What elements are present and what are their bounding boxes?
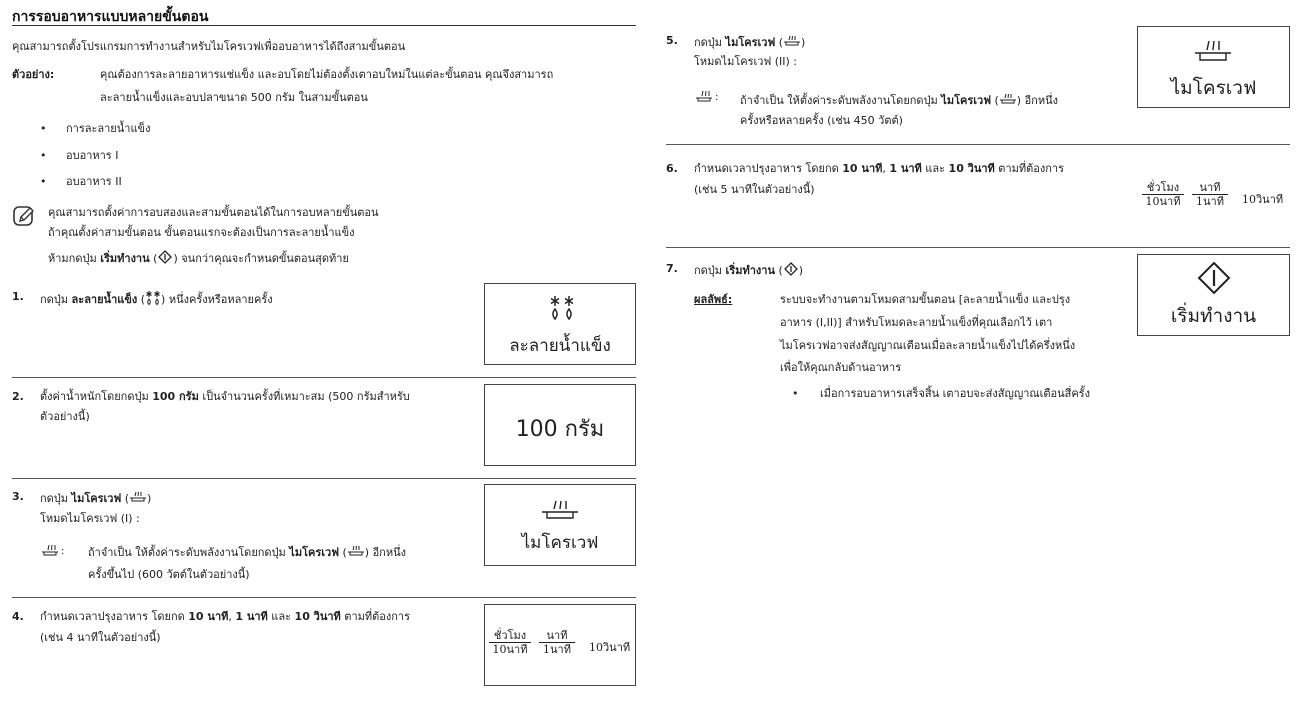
step-3-line-2: โหมดไมโครเวฟ (I) : xyxy=(40,512,140,525)
step-text: ตั้งค่าน้ำหนักโดยกดปุ่ม xyxy=(40,390,153,403)
step-1-text xyxy=(40,290,273,307)
microwave-icon xyxy=(1193,39,1233,65)
result-line-1: ระบบจะทำงานตามโหมดสามขั้นตอน [ละลายน้ำแข็ง และปรุง xyxy=(780,293,1071,306)
step-3-sub-2: ครั้งขึ้นไป (600 วัตต์ในตัวอย่างนี้) xyxy=(88,568,250,581)
weight-label: 100 กรัม xyxy=(515,417,605,442)
step-3-sub-1 xyxy=(88,544,406,560)
example-line-2: ละลายน้ำแข็งและอบปลาขนาด 500 กรัม ในสามขั้นตอน xyxy=(100,91,368,104)
ten-second-label: 10วินาที xyxy=(1242,193,1284,206)
intro-text: คุณสามารถตั้งโปรแกรมการทำงานสำหรับไมโครเวฟเพื่ออบอาหารได้ถึงสามขั้นตอน xyxy=(12,40,406,53)
step-keyword: 1 นาที xyxy=(889,162,922,175)
bullet-dot: • xyxy=(40,175,47,188)
step-text: , xyxy=(228,610,236,623)
example-bullet-2: อบอาหาร I xyxy=(66,149,119,162)
step-divider xyxy=(666,247,1290,248)
title-divider xyxy=(12,25,636,26)
microwave-icon xyxy=(783,34,801,48)
step-keyword: ไมโครเวฟ xyxy=(725,36,776,49)
microwave-label: ไมโครเวฟ xyxy=(521,533,599,553)
step-5-sub-2: ครั้งหรือหลายครั้ง (เช่น 450 วัตต์) xyxy=(740,114,903,127)
step-text: กดปุ่ม xyxy=(40,293,72,306)
step-6-line-2: (เช่น 5 นาทีในตัวอย่างนี้) xyxy=(694,183,815,196)
step-text: ( xyxy=(774,264,783,277)
step-keyword: ไมโครเวฟ xyxy=(941,94,991,107)
step-text: ถ้าจำเป็น ให้ตั้งค่าระดับพลังงานโดยกดปุ่ม xyxy=(88,546,290,559)
step-text: ( xyxy=(338,546,347,559)
step-divider xyxy=(12,377,636,378)
step-text: ตามที่ต้องการ xyxy=(340,610,410,623)
start-icon xyxy=(157,250,173,264)
step-divider xyxy=(12,597,636,598)
ten-minute-button xyxy=(1142,181,1184,209)
microwave-label: ไมโครเวฟ xyxy=(1170,77,1257,99)
step-text: กำหนดเวลาปรุงอาหาร โดยกด xyxy=(40,610,189,623)
bullet-dot: • xyxy=(40,149,47,162)
step-keyword: เริ่มทำงาน xyxy=(725,264,775,277)
microwave-icon xyxy=(347,544,365,558)
step-text: ( xyxy=(121,492,130,505)
ten-minute-label: 10นาที xyxy=(492,643,528,656)
step-4-line-2: (เช่น 4 นาทีในตัวอย่างนี้) xyxy=(40,631,161,644)
step-text: ) xyxy=(798,264,804,277)
note-line-2: ถ้าคุณตั้งค่าสามขั้นตอน ขั้นตอนแรกจะต้องเป็นการละลายน้ำแข็ง xyxy=(48,226,355,239)
step-text: ) หนึ่งครั้งหรือหลายครั้ง xyxy=(161,293,273,306)
defrost-icon xyxy=(145,290,161,306)
defrost-button-display xyxy=(484,283,636,365)
microwave-icon xyxy=(540,499,580,523)
step-6-text xyxy=(694,162,1064,176)
step-number: 2. xyxy=(12,390,24,403)
step-keyword: 1 นาที xyxy=(235,610,268,623)
one-minute-label: 1นาที xyxy=(1196,195,1224,208)
svg-text::: : xyxy=(61,546,65,557)
step-3-text xyxy=(40,490,151,506)
microwave-button-display xyxy=(484,484,636,566)
minute-label: นาที xyxy=(539,629,575,643)
note-text: ) จนกว่าคุณจะกำหนดขั้นตอนสุดท้าย xyxy=(173,252,349,265)
step-text: กดปุ่ม xyxy=(694,36,726,49)
step-number: 6. xyxy=(666,162,678,175)
note-text: ห้ามกดปุ่ม xyxy=(48,252,101,265)
microwave-icon xyxy=(129,490,147,504)
step-divider xyxy=(666,144,1290,145)
step-keyword: ละลายน้ำแข็ง xyxy=(71,293,138,306)
step-text: ) อีกหนึ่ง xyxy=(1016,94,1058,107)
ten-minute-label: 10นาที xyxy=(1145,195,1181,208)
step-keyword: 100 กรัม xyxy=(152,390,199,403)
step-text: ตามที่ต้องการ xyxy=(994,162,1064,175)
start-label: เริ่มทำงาน xyxy=(1170,305,1257,327)
step-keyword: ไมโครเวฟ xyxy=(71,492,122,505)
result-line-3: ไมโครเวฟอาจส่งสัญญาณเตือนเมื่อละลายน้ำแข็งไปได้ครึ่งหนึ่ง xyxy=(780,339,1076,352)
step-text: , xyxy=(882,162,890,175)
step-number: 3. xyxy=(12,490,24,503)
step-text: ถ้าจำเป็น ให้ตั้งค่าระดับพลังงานโดยกดปุ่ม xyxy=(740,94,942,107)
step-text: และ xyxy=(267,610,295,623)
note-line-3 xyxy=(48,250,349,266)
minute-label: นาที xyxy=(1192,181,1228,195)
step-keyword: 10 วินาที xyxy=(948,162,995,175)
step-text: กดปุ่ม xyxy=(694,264,726,277)
bullet-dot: • xyxy=(40,122,47,135)
step-text: กำหนดเวลาปรุงอาหาร โดยกด xyxy=(694,162,843,175)
one-minute-button xyxy=(1192,181,1228,209)
time-buttons-display xyxy=(484,604,636,686)
microwave-icon xyxy=(999,92,1017,106)
step-number: 1. xyxy=(12,290,24,303)
start-icon xyxy=(1197,261,1231,295)
svg-text::: : xyxy=(715,92,719,103)
microwave-icon xyxy=(694,90,720,104)
step-keyword: 10 วินาที xyxy=(294,610,341,623)
defrost-icon xyxy=(549,294,575,322)
bullet-dot: • xyxy=(792,387,799,400)
step-text: เป็นจำนวนครั้งที่เหมาะสม (500 กรัมสำหรับ xyxy=(198,390,410,403)
step-text: ) อีกหนึ่ง xyxy=(364,546,406,559)
result-bullet: เมื่อการอบอาหารเสร็จสิ้น เตาอบจะส่งสัญญาณเตือนสี่ครั้ง xyxy=(820,387,1090,400)
step-keyword: ไมโครเวฟ xyxy=(289,546,339,559)
microwave-button-display xyxy=(1137,26,1290,108)
step-text: ( xyxy=(990,94,999,107)
step-number: 7. xyxy=(666,262,678,275)
defrost-label: ละลายน้ำแข็ง xyxy=(509,336,611,356)
ten-minute-button xyxy=(489,629,531,657)
note-text: ( xyxy=(149,252,158,265)
time-buttons-display xyxy=(1137,154,1290,236)
weight-button-display xyxy=(484,384,636,466)
step-2-text xyxy=(40,390,410,404)
microwave-icon xyxy=(40,544,66,558)
example-bullet-3: อบอาหาร II xyxy=(66,175,122,188)
note-start-keyword: เริ่มทำงาน xyxy=(100,252,150,265)
one-minute-button xyxy=(539,629,575,657)
result-line-2: อาหาร (I,II)] สำหรับโหมดละลายน้ำแข็งที่คุณเลือกไว้ เตา xyxy=(780,316,1053,329)
example-line-1: คุณต้องการละลายอาหารแช่แข็ง และอบโดยไม่ต้องตั้งเตาอบใหม่ในแต่ละขั้นตอน คุณจึงสามารถ xyxy=(100,68,554,81)
step-5-text xyxy=(694,34,805,50)
step-keyword: 10 นาที xyxy=(188,610,229,623)
step-4-text xyxy=(40,610,410,624)
start-icon xyxy=(783,262,799,276)
note-line-1: คุณสามารถตั้งค่าการอบสองและสามขั้นตอนได้ในการอบหลายขั้นตอน xyxy=(48,206,379,219)
step-divider xyxy=(12,478,636,479)
step-2-line-2: ตัวอย่างนี้) xyxy=(40,410,90,423)
result-label: ผลลัพธ์: xyxy=(694,293,733,306)
step-text: ( xyxy=(775,36,784,49)
step-text: ) xyxy=(147,492,152,505)
hour-label: ชั่วโมง xyxy=(489,629,531,643)
step-number: 4. xyxy=(12,610,24,623)
start-button-display xyxy=(1137,254,1290,336)
step-text: กดปุ่ม xyxy=(40,492,72,505)
step-text: และ xyxy=(921,162,949,175)
result-line-4: เพื่อให้คุณกลับด้านอาหาร xyxy=(780,361,902,374)
example-bullet-1: การละลายน้ำแข็ง xyxy=(66,122,151,135)
note-pencil-icon xyxy=(12,204,36,228)
step-5-sub-1 xyxy=(740,92,1058,108)
ten-second-label: 10วินาที xyxy=(589,641,631,654)
step-number: 5. xyxy=(666,34,678,47)
page-title: การรอบอาหารแบบหลายขั้นตอน xyxy=(12,9,209,25)
step-5-line-2: โหมดไมโครเวฟ (II) : xyxy=(694,55,798,68)
step-text: ( xyxy=(137,293,146,306)
one-minute-label: 1นาที xyxy=(543,643,571,656)
hour-label: ชั่วโมง xyxy=(1142,181,1184,195)
step-text: ) xyxy=(801,36,806,49)
step-keyword: 10 นาที xyxy=(842,162,883,175)
example-label: ตัวอย่าง: xyxy=(12,68,55,81)
step-7-text xyxy=(694,262,803,278)
